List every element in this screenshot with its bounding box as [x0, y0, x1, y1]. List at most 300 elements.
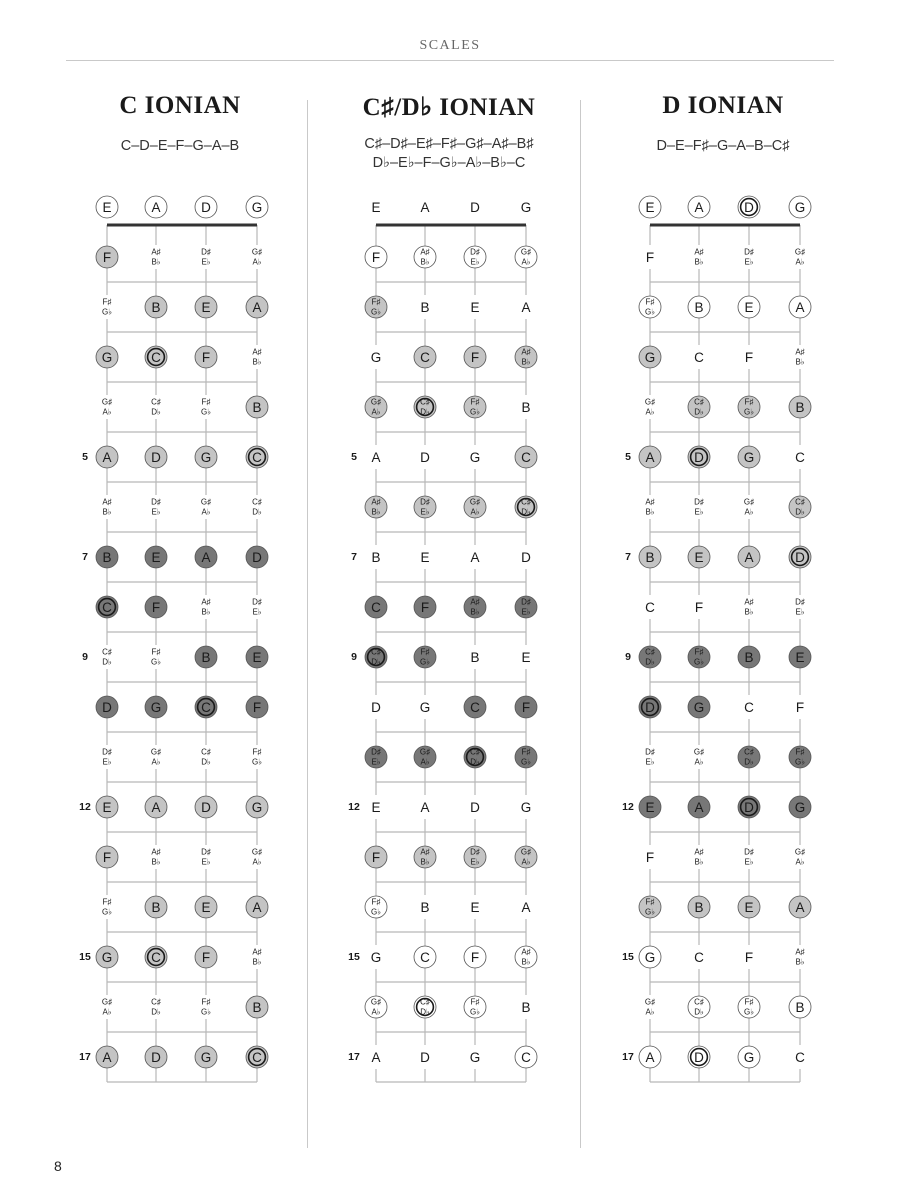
note-marker — [464, 996, 486, 1018]
note-label-sharp: D♯ — [744, 247, 754, 257]
note-marker — [515, 596, 537, 618]
note-marker — [197, 845, 215, 869]
note-label-sharp: F♯ — [521, 747, 531, 757]
note-label-sharp: F♯ — [795, 747, 805, 757]
note-marker — [791, 245, 809, 269]
note-label-flat: A♭ — [201, 507, 211, 517]
note-label: A — [252, 900, 262, 915]
note-label: F — [645, 850, 655, 865]
note-label: G — [743, 450, 755, 465]
note-marker — [690, 845, 708, 869]
note-label: A — [694, 800, 704, 815]
note-label-flat: A♭ — [371, 1007, 381, 1017]
note-marker — [690, 495, 708, 519]
note-marker — [466, 195, 484, 219]
note-marker — [517, 195, 535, 219]
note-label: D — [102, 700, 112, 715]
scale-chart-c-sharp-d-flat-ionian — [319, 0, 579, 1130]
note-marker — [517, 295, 535, 319]
note-marker — [414, 396, 436, 418]
note-marker — [738, 746, 760, 768]
fret-number: 5 — [351, 451, 357, 463]
note-label-sharp: A♯ — [521, 947, 531, 957]
note-label-flat: D♭ — [102, 657, 112, 667]
note-label: D — [201, 200, 211, 215]
note-label-sharp: C♯ — [420, 397, 430, 407]
note-marker — [641, 595, 659, 619]
note-marker — [740, 345, 758, 369]
note-label-flat: B♭ — [420, 257, 430, 267]
note-label-sharp: C♯ — [521, 497, 531, 507]
note-marker — [466, 895, 484, 919]
scale-formula-sharps: C♯–D♯–E♯–F♯–G♯–A♯–B♯ — [364, 136, 534, 152]
note-label: E — [201, 300, 211, 315]
note-label-sharp: A♯ — [521, 347, 531, 357]
note-label-flat: A♭ — [521, 857, 531, 867]
note-label-sharp: A♯ — [744, 597, 754, 607]
note-label: C — [744, 700, 754, 715]
note-marker — [515, 1046, 537, 1068]
note-label-sharp: D♯ — [252, 597, 262, 607]
note-marker — [688, 646, 710, 668]
note-label-sharp: G♯ — [101, 997, 113, 1007]
note-marker — [367, 195, 385, 219]
note-label: F — [645, 250, 655, 265]
note-label: A — [744, 550, 754, 565]
note-label: D — [420, 1050, 430, 1065]
note-label-sharp: D♯ — [420, 497, 430, 507]
note-marker — [416, 195, 434, 219]
note-marker — [414, 496, 436, 518]
note-label-sharp: C♯ — [371, 647, 381, 657]
note-marker — [147, 745, 165, 769]
note-marker — [639, 196, 661, 218]
note-label: F — [420, 600, 430, 615]
note-label-flat: B♭ — [795, 357, 805, 367]
note-marker — [791, 695, 809, 719]
column-divider — [307, 100, 308, 1148]
note-label: G — [644, 950, 656, 965]
note-marker — [365, 396, 387, 418]
note-label-sharp: F♯ — [371, 297, 381, 307]
note-marker — [414, 596, 436, 618]
note-marker — [738, 646, 760, 668]
note-label-sharp: C♯ — [252, 497, 262, 507]
note-marker — [517, 395, 535, 419]
note-marker — [789, 196, 811, 218]
note-label-sharp: C♯ — [201, 747, 211, 757]
note-label: C — [795, 450, 805, 465]
note-label-sharp: F♯ — [694, 647, 704, 657]
note-label: F — [252, 700, 262, 715]
note-label: E — [102, 200, 112, 215]
note-marker — [414, 346, 436, 368]
note-label: A — [521, 900, 531, 915]
note-label: D — [694, 1050, 704, 1065]
note-label: D — [521, 550, 531, 565]
note-marker — [147, 245, 165, 269]
note-marker — [639, 696, 661, 718]
note-label-flat: G♭ — [420, 657, 430, 667]
note-marker — [789, 296, 811, 318]
note-label: B — [201, 650, 211, 665]
note-label: A — [645, 1050, 655, 1065]
note-label-sharp: C♯ — [151, 997, 161, 1007]
note-label: A — [645, 450, 655, 465]
note-marker — [464, 596, 486, 618]
note-label-sharp: D♯ — [102, 747, 112, 757]
note-marker — [414, 746, 436, 768]
note-label-sharp: A♯ — [470, 597, 480, 607]
note-marker — [195, 696, 217, 718]
note-label-flat: G♭ — [371, 907, 381, 917]
note-marker — [738, 446, 760, 468]
note-label: G — [743, 1050, 755, 1065]
note-marker — [639, 646, 661, 668]
fret-number: 15 — [79, 951, 91, 963]
note-label-sharp: A♯ — [201, 597, 211, 607]
scale-formula-flats: D♭–E♭–F–G♭–A♭–B♭–C — [372, 155, 526, 171]
note-marker — [688, 996, 710, 1018]
note-marker — [197, 495, 215, 519]
note-label: A — [521, 300, 531, 315]
note-label-flat: B♭ — [645, 507, 655, 517]
note-label-flat: E♭ — [744, 857, 754, 867]
note-label: F — [470, 350, 480, 365]
note-marker — [641, 845, 659, 869]
column-divider — [580, 100, 581, 1148]
note-marker — [738, 996, 760, 1018]
note-marker — [414, 946, 436, 968]
note-marker — [96, 946, 118, 968]
note-marker — [414, 846, 436, 868]
note-label: F — [201, 950, 211, 965]
note-marker — [464, 496, 486, 518]
note-label-sharp: G♯ — [794, 247, 806, 257]
note-label: F — [470, 950, 480, 965]
note-label: D — [470, 800, 480, 815]
note-label-sharp: F♯ — [102, 897, 112, 907]
note-marker — [515, 846, 537, 868]
note-label-sharp: G♯ — [469, 497, 481, 507]
note-label-flat: A♭ — [795, 257, 805, 267]
note-marker — [365, 996, 387, 1018]
note-marker — [248, 245, 266, 269]
note-label: C — [694, 950, 704, 965]
note-label-sharp: D♯ — [201, 847, 211, 857]
note-label: E — [151, 550, 161, 565]
note-marker — [641, 745, 659, 769]
note-marker — [688, 1046, 710, 1068]
note-label-flat: B♭ — [151, 257, 161, 267]
note-marker — [367, 795, 385, 819]
scale-formula: D–E–F♯–G–A–B–C♯ — [656, 138, 790, 154]
note-marker — [690, 745, 708, 769]
note-label: C — [521, 1050, 531, 1065]
note-label-flat: E♭ — [201, 857, 211, 867]
note-marker — [688, 696, 710, 718]
note-label-flat: D♭ — [521, 507, 531, 517]
note-label-sharp: A♯ — [795, 947, 805, 957]
note-label: F — [744, 950, 754, 965]
note-label-sharp: D♯ — [470, 247, 480, 257]
note-label-flat: B♭ — [252, 357, 262, 367]
note-marker — [96, 446, 118, 468]
note-marker — [464, 346, 486, 368]
note-marker — [515, 496, 537, 518]
note-label-sharp: G♯ — [370, 997, 382, 1007]
note-marker — [195, 896, 217, 918]
note-marker — [367, 695, 385, 719]
note-marker — [195, 446, 217, 468]
note-label-flat: G♭ — [744, 407, 754, 417]
note-label-sharp: D♯ — [694, 497, 704, 507]
note-label-flat: A♭ — [102, 1007, 112, 1017]
note-label-sharp: D♯ — [371, 747, 381, 757]
note-label-sharp: G♯ — [693, 747, 705, 757]
note-label-flat: D♭ — [371, 657, 381, 667]
note-label: E — [795, 650, 805, 665]
note-label-sharp: D♯ — [744, 847, 754, 857]
note-label-sharp: G♯ — [794, 847, 806, 857]
note-marker — [740, 695, 758, 719]
note-label-sharp: A♯ — [151, 847, 161, 857]
note-marker — [96, 196, 118, 218]
note-label-flat: G♭ — [744, 1007, 754, 1017]
note-label: C — [151, 950, 161, 965]
note-label-sharp: D♯ — [521, 597, 531, 607]
note-marker — [96, 1046, 118, 1068]
note-marker — [365, 896, 387, 918]
note-label: F — [371, 250, 381, 265]
note-marker — [195, 796, 217, 818]
note-label-flat: E♭ — [521, 607, 531, 617]
note-marker — [147, 995, 165, 1019]
fret-number: 17 — [79, 1051, 91, 1063]
note-marker — [740, 595, 758, 619]
note-marker — [641, 995, 659, 1019]
note-label-flat: G♭ — [470, 407, 480, 417]
note-label: F — [521, 700, 531, 715]
note-label: G — [251, 800, 263, 815]
note-label-flat: G♭ — [645, 307, 655, 317]
note-marker — [365, 496, 387, 518]
note-marker — [641, 245, 659, 269]
note-label-flat: E♭ — [151, 507, 161, 517]
note-marker — [365, 596, 387, 618]
fret-number: 7 — [625, 551, 631, 563]
note-marker — [145, 696, 167, 718]
note-label: E — [201, 900, 211, 915]
note-label-flat: D♭ — [252, 507, 262, 517]
note-label: B — [694, 900, 704, 915]
note-label-flat: G♭ — [795, 757, 805, 767]
note-label: G — [520, 800, 532, 815]
note-marker — [789, 996, 811, 1018]
note-label-flat: A♭ — [151, 757, 161, 767]
note-label-flat: G♭ — [645, 907, 655, 917]
note-marker — [515, 246, 537, 268]
note-label: C — [151, 350, 161, 365]
note-label-sharp: C♯ — [795, 497, 805, 507]
note-marker — [639, 346, 661, 368]
fret-number: 9 — [82, 651, 88, 663]
note-label: G — [370, 950, 382, 965]
note-label-sharp: A♯ — [420, 847, 430, 857]
note-marker — [248, 945, 266, 969]
note-label: D — [744, 800, 754, 815]
note-marker — [789, 646, 811, 668]
note-label: B — [151, 900, 161, 915]
note-label: C — [521, 450, 531, 465]
note-marker — [517, 895, 535, 919]
note-label-flat: A♭ — [102, 407, 112, 417]
note-label: D — [470, 200, 480, 215]
note-marker — [464, 846, 486, 868]
note-marker — [96, 346, 118, 368]
note-label: G — [200, 1050, 212, 1065]
note-label-sharp: F♯ — [645, 897, 655, 907]
note-marker — [688, 396, 710, 418]
note-label: F — [102, 850, 112, 865]
note-label-sharp: F♯ — [420, 647, 430, 657]
note-marker — [515, 446, 537, 468]
note-label: E — [744, 300, 754, 315]
note-label-flat: E♭ — [694, 507, 704, 517]
note-label: E — [470, 300, 480, 315]
note-label: C — [252, 1050, 262, 1065]
note-label-flat: G♭ — [470, 1007, 480, 1017]
note-label-flat: B♭ — [470, 607, 480, 617]
note-label: D — [645, 700, 655, 715]
note-label-flat: G♭ — [371, 307, 381, 317]
note-label-flat: G♭ — [694, 657, 704, 667]
note-marker — [789, 396, 811, 418]
note-label-sharp: C♯ — [420, 997, 430, 1007]
note-marker — [464, 396, 486, 418]
note-marker — [147, 845, 165, 869]
note-label-flat: D♭ — [151, 407, 161, 417]
note-label: E — [521, 650, 531, 665]
note-label-flat: E♭ — [201, 257, 211, 267]
scale-formula: C–D–E–F–G–A–B — [120, 138, 240, 154]
note-marker — [246, 196, 268, 218]
note-label-sharp: A♯ — [151, 247, 161, 257]
note-label: A — [420, 800, 430, 815]
note-marker — [365, 646, 387, 668]
fretboard-diagram — [593, 0, 853, 1130]
note-marker — [738, 896, 760, 918]
note-label: G — [469, 1050, 481, 1065]
note-marker — [690, 345, 708, 369]
fret-number: 7 — [82, 551, 88, 563]
note-label-flat: D♭ — [420, 1007, 430, 1017]
note-label: D — [694, 450, 704, 465]
note-marker — [246, 546, 268, 568]
note-label-flat: A♭ — [252, 857, 262, 867]
fret-number: 5 — [625, 451, 631, 463]
note-label: C — [795, 1050, 805, 1065]
note-marker — [466, 645, 484, 669]
note-label: B — [744, 650, 754, 665]
note-marker — [197, 595, 215, 619]
note-marker — [791, 1045, 809, 1069]
note-label-flat: B♭ — [694, 257, 704, 267]
note-marker — [464, 946, 486, 968]
note-label-flat: D♭ — [645, 657, 655, 667]
note-marker — [246, 396, 268, 418]
note-label: A — [795, 900, 805, 915]
note-label-flat: D♭ — [420, 407, 430, 417]
note-label-sharp: G♯ — [419, 747, 431, 757]
note-label: E — [420, 550, 430, 565]
note-marker — [791, 945, 809, 969]
note-label-sharp: A♯ — [420, 247, 430, 257]
note-marker — [738, 1046, 760, 1068]
note-label-flat: B♭ — [252, 957, 262, 967]
note-label-flat: A♭ — [470, 507, 480, 517]
note-marker — [367, 545, 385, 569]
note-marker — [688, 546, 710, 568]
note-label: E — [694, 550, 704, 565]
note-label-flat: B♭ — [151, 857, 161, 867]
note-marker — [416, 795, 434, 819]
note-marker — [147, 645, 165, 669]
note-label-flat: B♭ — [201, 607, 211, 617]
note-marker — [246, 296, 268, 318]
note-marker — [517, 795, 535, 819]
note-label: E — [252, 650, 262, 665]
note-marker — [639, 946, 661, 968]
note-marker — [195, 646, 217, 668]
note-marker — [515, 946, 537, 968]
note-marker — [416, 445, 434, 469]
chart-title: D IONIAN — [662, 92, 784, 119]
note-marker — [690, 595, 708, 619]
note-label: G — [370, 350, 382, 365]
note-label-sharp: G♯ — [520, 247, 532, 257]
note-label-flat: D♭ — [470, 757, 480, 767]
note-label: B — [252, 400, 262, 415]
note-marker — [738, 396, 760, 418]
note-marker — [197, 395, 215, 419]
chart-title: C IONIAN — [119, 92, 241, 119]
note-label-sharp: G♯ — [150, 747, 162, 757]
note-label: A — [102, 450, 112, 465]
note-label: G — [644, 350, 656, 365]
note-label-flat: A♭ — [694, 757, 704, 767]
note-label: D — [252, 550, 262, 565]
note-label-sharp: F♯ — [470, 397, 480, 407]
note-marker — [414, 646, 436, 668]
note-label-flat: D♭ — [694, 1007, 704, 1017]
note-marker — [246, 1046, 268, 1068]
note-marker — [416, 1045, 434, 1069]
note-marker — [195, 296, 217, 318]
note-marker — [416, 695, 434, 719]
note-marker — [688, 796, 710, 818]
fret-number: 12 — [622, 801, 634, 813]
note-marker — [738, 796, 760, 818]
note-marker — [248, 495, 266, 519]
note-marker — [145, 896, 167, 918]
note-marker — [248, 595, 266, 619]
note-label: C — [420, 950, 430, 965]
note-marker — [197, 245, 215, 269]
note-label-sharp: G♯ — [644, 397, 656, 407]
note-marker — [98, 645, 116, 669]
note-label-flat: E♭ — [470, 857, 480, 867]
